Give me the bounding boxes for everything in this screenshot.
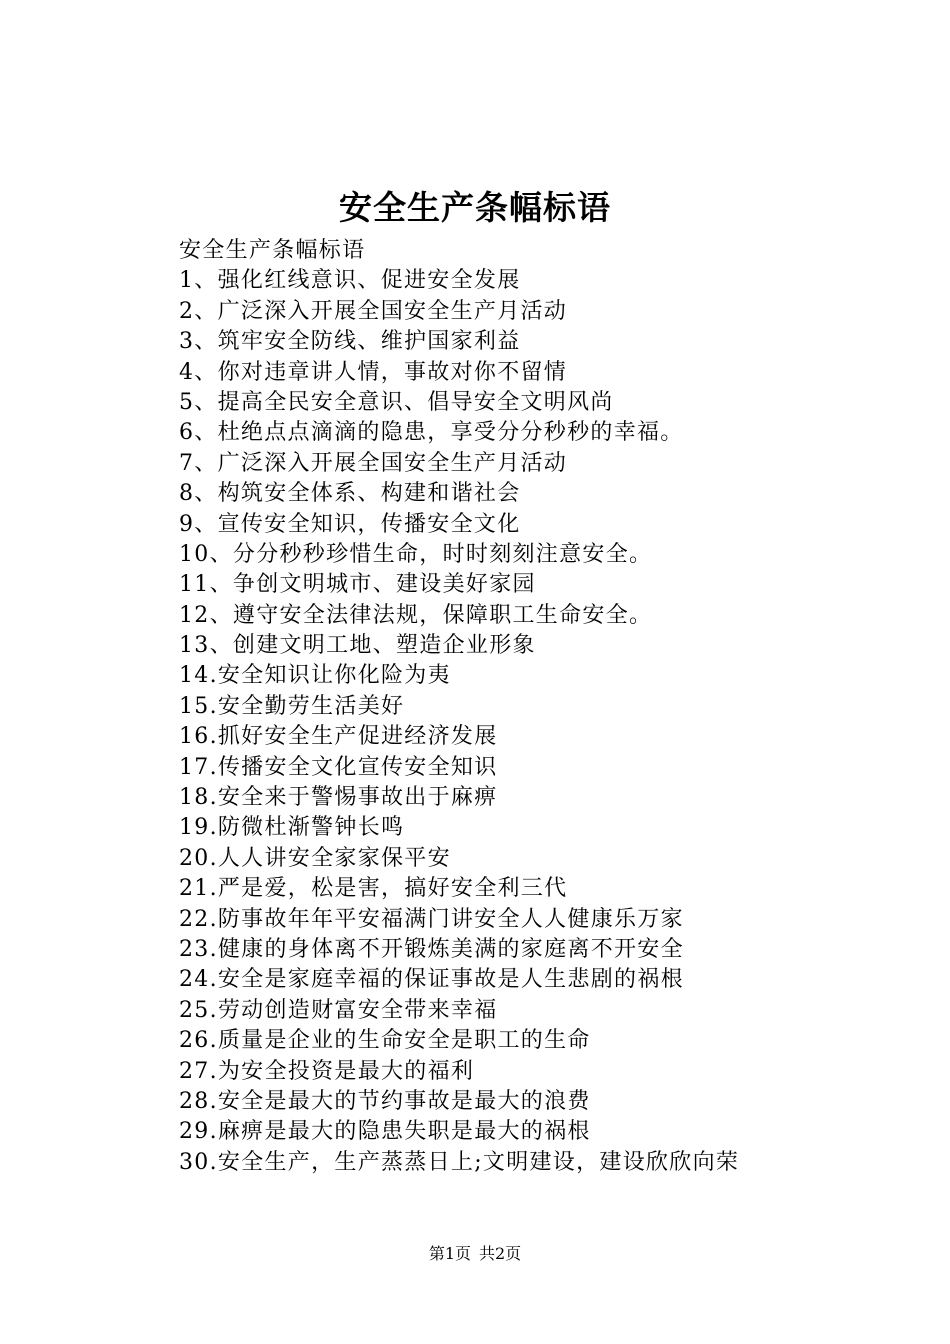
slogan-line: 22.防事故年年平安福满门讲安全人人健康乐万家	[179, 906, 684, 932]
page-number-current: 第1页	[428, 1244, 471, 1263]
slogan-line: 5、提高全民安全意识、倡导安全文明风尚	[179, 389, 614, 415]
page-footer	[0, 1242, 950, 1266]
slogan-line: 7、广泛深入开展全国安全生产月活动	[179, 450, 568, 476]
slogan-line: 30.安全生产，生产蒸蒸日上;文明建设，建设欣欣向荣	[179, 1149, 740, 1175]
slogan-line: 1、强化红线意识、促进安全发展	[179, 268, 521, 294]
slogan-line: 6、杜绝点点滴滴的隐患，享受分分秒秒的幸福。	[179, 420, 684, 446]
slogan-line: 14.安全知识让你化险为夷	[179, 663, 451, 689]
slogan-line: 16.抓好安全生产促进经济发展	[179, 724, 498, 750]
slogan-line: 4、你对违章讲人情，事故对你不留情	[179, 359, 568, 385]
slogan-line: 8、构筑安全体系、构建和谐社会	[179, 481, 521, 507]
slogan-line: 3、筑牢安全防线、维护国家利益	[179, 329, 521, 355]
slogan-line: 23.健康的身体离不开锻炼美满的家庭离不开安全	[179, 936, 684, 962]
slogan-line: 11、争创文明城市、建设美好家园	[179, 572, 536, 598]
slogan-line: 25.劳动创造财富安全带来幸福	[179, 997, 498, 1023]
slogan-line: 9、宣传安全知识，传播安全文化	[179, 511, 521, 537]
slogan-line: 21.严是爱，松是害，搞好安全利三代	[179, 876, 568, 902]
slogan-line: 20.人人讲安全家家保平安	[179, 845, 451, 871]
document-subtitle-line: 安全生产条幅标语	[179, 238, 366, 263]
slogan-line: 19.防微杜渐警钟长鸣	[179, 815, 405, 841]
document-title: 安全生产条幅标语	[339, 188, 611, 227]
slogan-line: 2、广泛深入开展全国安全生产月活动	[179, 298, 568, 324]
slogan-line: 24.安全是家庭幸福的保证事故是人生悲剧的祸根	[179, 967, 684, 993]
slogan-line: 15.安全勤劳生活美好	[179, 693, 405, 719]
slogan-line: 28.安全是最大的节约事故是最大的浪费	[179, 1088, 591, 1114]
slogan-line: 10、分分秒秒珍惜生命，时时刻刻注意安全。	[179, 541, 653, 567]
slogan-line: 18.安全来于警惕事故出于麻痹	[179, 785, 498, 811]
slogan-line: 13、创建文明工地、塑造企业形象	[179, 633, 536, 659]
slogan-line: 12、遵守安全法律法规，保障职工生命安全。	[179, 602, 653, 628]
document-body	[179, 236, 919, 1178]
slogan-line: 17.传播安全文化宣传安全知识	[179, 754, 498, 780]
slogan-line: 27.为安全投资是最大的福利	[179, 1058, 475, 1084]
slogan-line: 29.麻痹是最大的隐患失职是最大的祸根	[179, 1119, 591, 1145]
page-number-total: 共2页	[479, 1244, 522, 1263]
slogan-line: 26.质量是企业的生命安全是职工的生命	[179, 1028, 591, 1054]
